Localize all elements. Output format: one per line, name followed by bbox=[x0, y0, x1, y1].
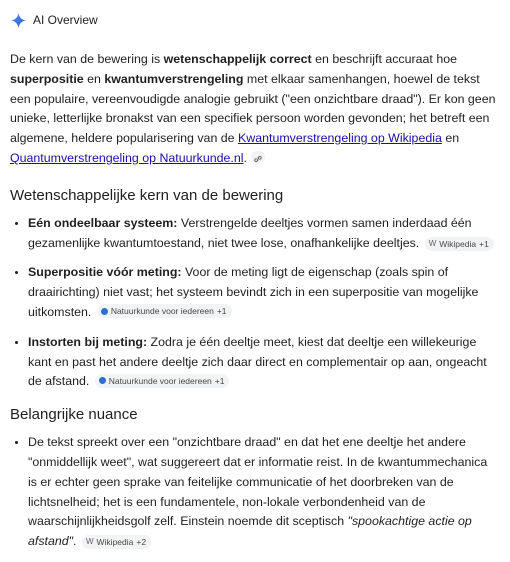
item-text: . bbox=[73, 534, 77, 549]
item-text: De tekst spreekt over een "onzichtbare draad" en dat het ene deeltje het andere "onmiddellijk weet", wat suggereert dat er informatie reist. In de kwantummechanica is er echter geen sprake van feitelijke communicatie of het doorbreken van de lichtsnelheid; het is een fundamentele, non-lokale verbondenheid van de waarschijnlijkheidsgolf zelf. Einstein noemde dit sceptisch bbox=[28, 435, 488, 529]
intro-text: en bbox=[441, 131, 460, 146]
chip-source: Wikipedia bbox=[439, 238, 477, 249]
link-natuurkunde[interactable]: Quantumverstrengeling op Natuurkunde.nl bbox=[10, 150, 244, 165]
item-italic: "spookachtige actie op afstand" bbox=[28, 514, 472, 549]
ai-overview-title: AI Overview bbox=[33, 13, 98, 27]
chip-source: Natuurkunde voor iedereen bbox=[110, 306, 214, 317]
overview-content bbox=[10, 50, 498, 562]
intro-text: en beschrijft accuraat hoe bbox=[311, 52, 457, 66]
intro-bold: superpositie bbox=[10, 71, 84, 86]
intro-text: De kern van de bewering is bbox=[10, 52, 164, 66]
source-chip[interactable] bbox=[97, 304, 232, 318]
wikipedia-w-icon: W bbox=[85, 537, 94, 547]
wikipedia-w-icon: W bbox=[428, 238, 437, 248]
chip-count: +2 bbox=[136, 537, 147, 548]
item-bold: Instorten bij meting: bbox=[28, 334, 148, 349]
item-bold: Superpositie vóór meting: bbox=[28, 265, 182, 280]
intro-text: en bbox=[83, 71, 105, 86]
chain-link-icon[interactable] bbox=[251, 151, 265, 163]
link-wikipedia[interactable]: Kwantumverstrengeling op Wikipedia bbox=[238, 131, 442, 146]
nuance-list bbox=[10, 433, 498, 552]
source-chip[interactable] bbox=[82, 535, 151, 549]
item-bold: Eén ondeelbaar systeem: bbox=[28, 215, 178, 230]
item-text: Voor de meting ligt de eigenschap (zoals spin of draairichting) niet vast; het systeem bevindt zich in een superpositie van mogelijke uitkomsten. bbox=[28, 265, 479, 319]
item-text: Verstrengelde deeltjes vormen samen inderdaad één gezamenlijke kwantumtoestand, niet twee lose, onafhankelijke deeltjes. bbox=[28, 215, 472, 250]
natuurkunde-icon bbox=[101, 308, 108, 315]
intro-paragraph bbox=[10, 50, 498, 169]
kern-list bbox=[10, 214, 498, 392]
chip-count: +1 bbox=[216, 306, 227, 317]
source-chip[interactable] bbox=[95, 374, 230, 388]
intro-bold: wetenschappelijk correct bbox=[163, 52, 312, 66]
ai-overview-header bbox=[10, 10, 98, 30]
chip-source: Natuurkunde voor iedereen bbox=[108, 375, 212, 386]
intro-text: met elkaar samenhangen, hoewel de tekst een populaire, vereenvoudigde analogie gebruikt ("een onzichtbare draad"). Er kon geen unieke, letterlijke bronakst van een specifiek persoon worden gevonden; het betreft een algemene, heldere popularisering van de bbox=[10, 71, 496, 146]
intro-bold: kwantumverstrengeling bbox=[104, 71, 244, 86]
section-heading-nuance: Belangrijke nuance bbox=[10, 406, 138, 424]
source-chip[interactable] bbox=[425, 237, 494, 251]
intro-text: . bbox=[243, 150, 247, 165]
list-item bbox=[28, 433, 498, 552]
sparkle-icon bbox=[10, 12, 27, 29]
list-item bbox=[28, 333, 498, 392]
list-item bbox=[28, 214, 498, 254]
chip-source: Wikipedia bbox=[96, 537, 134, 548]
natuurkunde-icon bbox=[99, 377, 106, 384]
list-item bbox=[28, 263, 498, 322]
chip-count: +1 bbox=[479, 238, 489, 249]
item-text: Zodra je één deeltje meet, kiest dat deeltje een willekeurige kant en past het andere deeltje zich daar direct en complementair op aan, ongeacht de afstand. bbox=[28, 334, 487, 389]
chip-count: +1 bbox=[214, 375, 225, 386]
section-heading-kern: Wetenschappelijke kern van de bewering bbox=[10, 186, 284, 204]
